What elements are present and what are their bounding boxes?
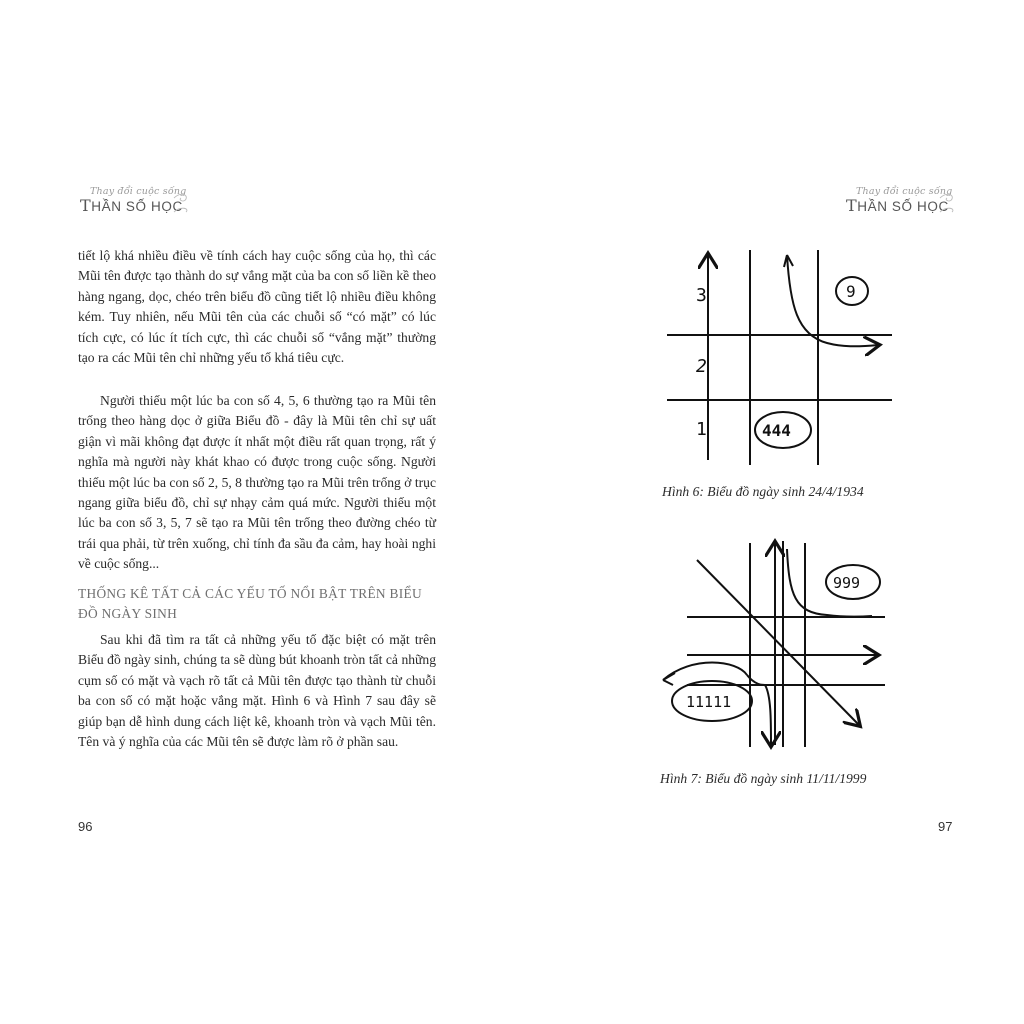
header-tagline: Thay đổi cuộc sống <box>90 186 187 197</box>
section-heading: THỐNG KÊ TẤT CẢ CÁC YẾU TỐ NỔI BẬT TRÊN BIỂU ĐỒ NGÀY SINH <box>78 586 422 621</box>
row-label-1: 1 <box>696 419 707 440</box>
header-title: THẦN SỐ HỌC <box>846 196 949 215</box>
figure-7-caption: Hình 7: Biểu đồ ngày sinh 11/11/1999 <box>660 771 867 786</box>
paragraph-1: tiết lộ khá nhiều điều về tính cách hay cuộc sống của họ, thì các Mũi tên được tạo thành do sự vắng mặt của ba con số liền kề theo hàng ngang, dọc, chéo trên biểu đồ cũng tiết lộ nhiều điều không kém. Tuy nhiên, nếu Mũi tên của các chuỗi số “có mặt” có lúc tích cực, có lúc ít tích cực, thì các chuỗi số “vắng mặt” thường tạo ra các Mũi tên chỉ những yếu tố khá tiêu cực. <box>78 248 436 366</box>
figure-6-birth-chart <box>662 245 892 470</box>
running-header <box>846 186 952 215</box>
header-tagline: Thay đổi cuộc sống <box>856 186 953 197</box>
page-number-left: 96 <box>78 819 93 834</box>
paragraph-3: Sau khi đã tìm ra tất cả những yếu tố đặc biệt có mặt trên Biểu đồ ngày sinh, chúng ta sẽ dùng bút khoanh tròn tất cả những cụm số có mặt và vạch rõ tất cả Mũi tên được tạo thành từ chuỗi ba con số có mặt hoặc vắng mặt. Hình 6 và Hình 7 sau đây sẽ giúp bạn dễ hình dung cách liệt kê, khoanh tròn và vạch Mũi tên. Tên và ý nghĩa của các Mũi tên sẽ được làm rõ ở phần sau. <box>78 632 436 750</box>
running-header <box>80 186 186 215</box>
circled-value-999: 999 <box>833 574 861 592</box>
header-title: THẦN SỐ HỌC <box>80 196 183 215</box>
circled-value-9: 9 <box>846 282 856 301</box>
figure-6-caption: Hình 6: Biểu đồ ngày sinh 24/4/1934 <box>662 484 864 499</box>
right-page <box>512 0 1024 1024</box>
circled-value-11111: 11111 <box>686 693 732 711</box>
row-label-3: 3 <box>696 285 707 306</box>
paragraph-2: Người thiếu một lúc ba con số 4, 5, 6 thường tạo ra Mũi tên trống theo hàng dọc ở giữa Biểu đồ - đây là Mũi tên chỉ sự uất giận vì mãi không đạt được ít nhất một điều rất quan trọng, rất ý nghĩa mà người này khát khao có được trong cuộc sống. Người thiếu một lúc ba con số 2, 5, 8 thường tạo ra Mũi trên trống ở trục ngang giữa biểu đồ, chỉ sự nhạy cảm quá mức. Người thiếu một lúc ba con số 3, 5, 7 sẽ tạo ra Mũi tên trống theo đường chéo từ trái qua phải, từ trên xuống, chỉ tính đa sầu đa cảm, hay hoài nghi về cuộc sống... <box>78 393 436 572</box>
page-number-right: 97 <box>938 819 953 834</box>
row-label-2: 2 <box>696 356 707 377</box>
swirl-ornament-icon <box>938 190 958 214</box>
circled-value-444: 444 <box>762 421 791 440</box>
swirl-ornament-icon <box>172 190 192 214</box>
figure-7-birth-chart <box>647 535 887 760</box>
